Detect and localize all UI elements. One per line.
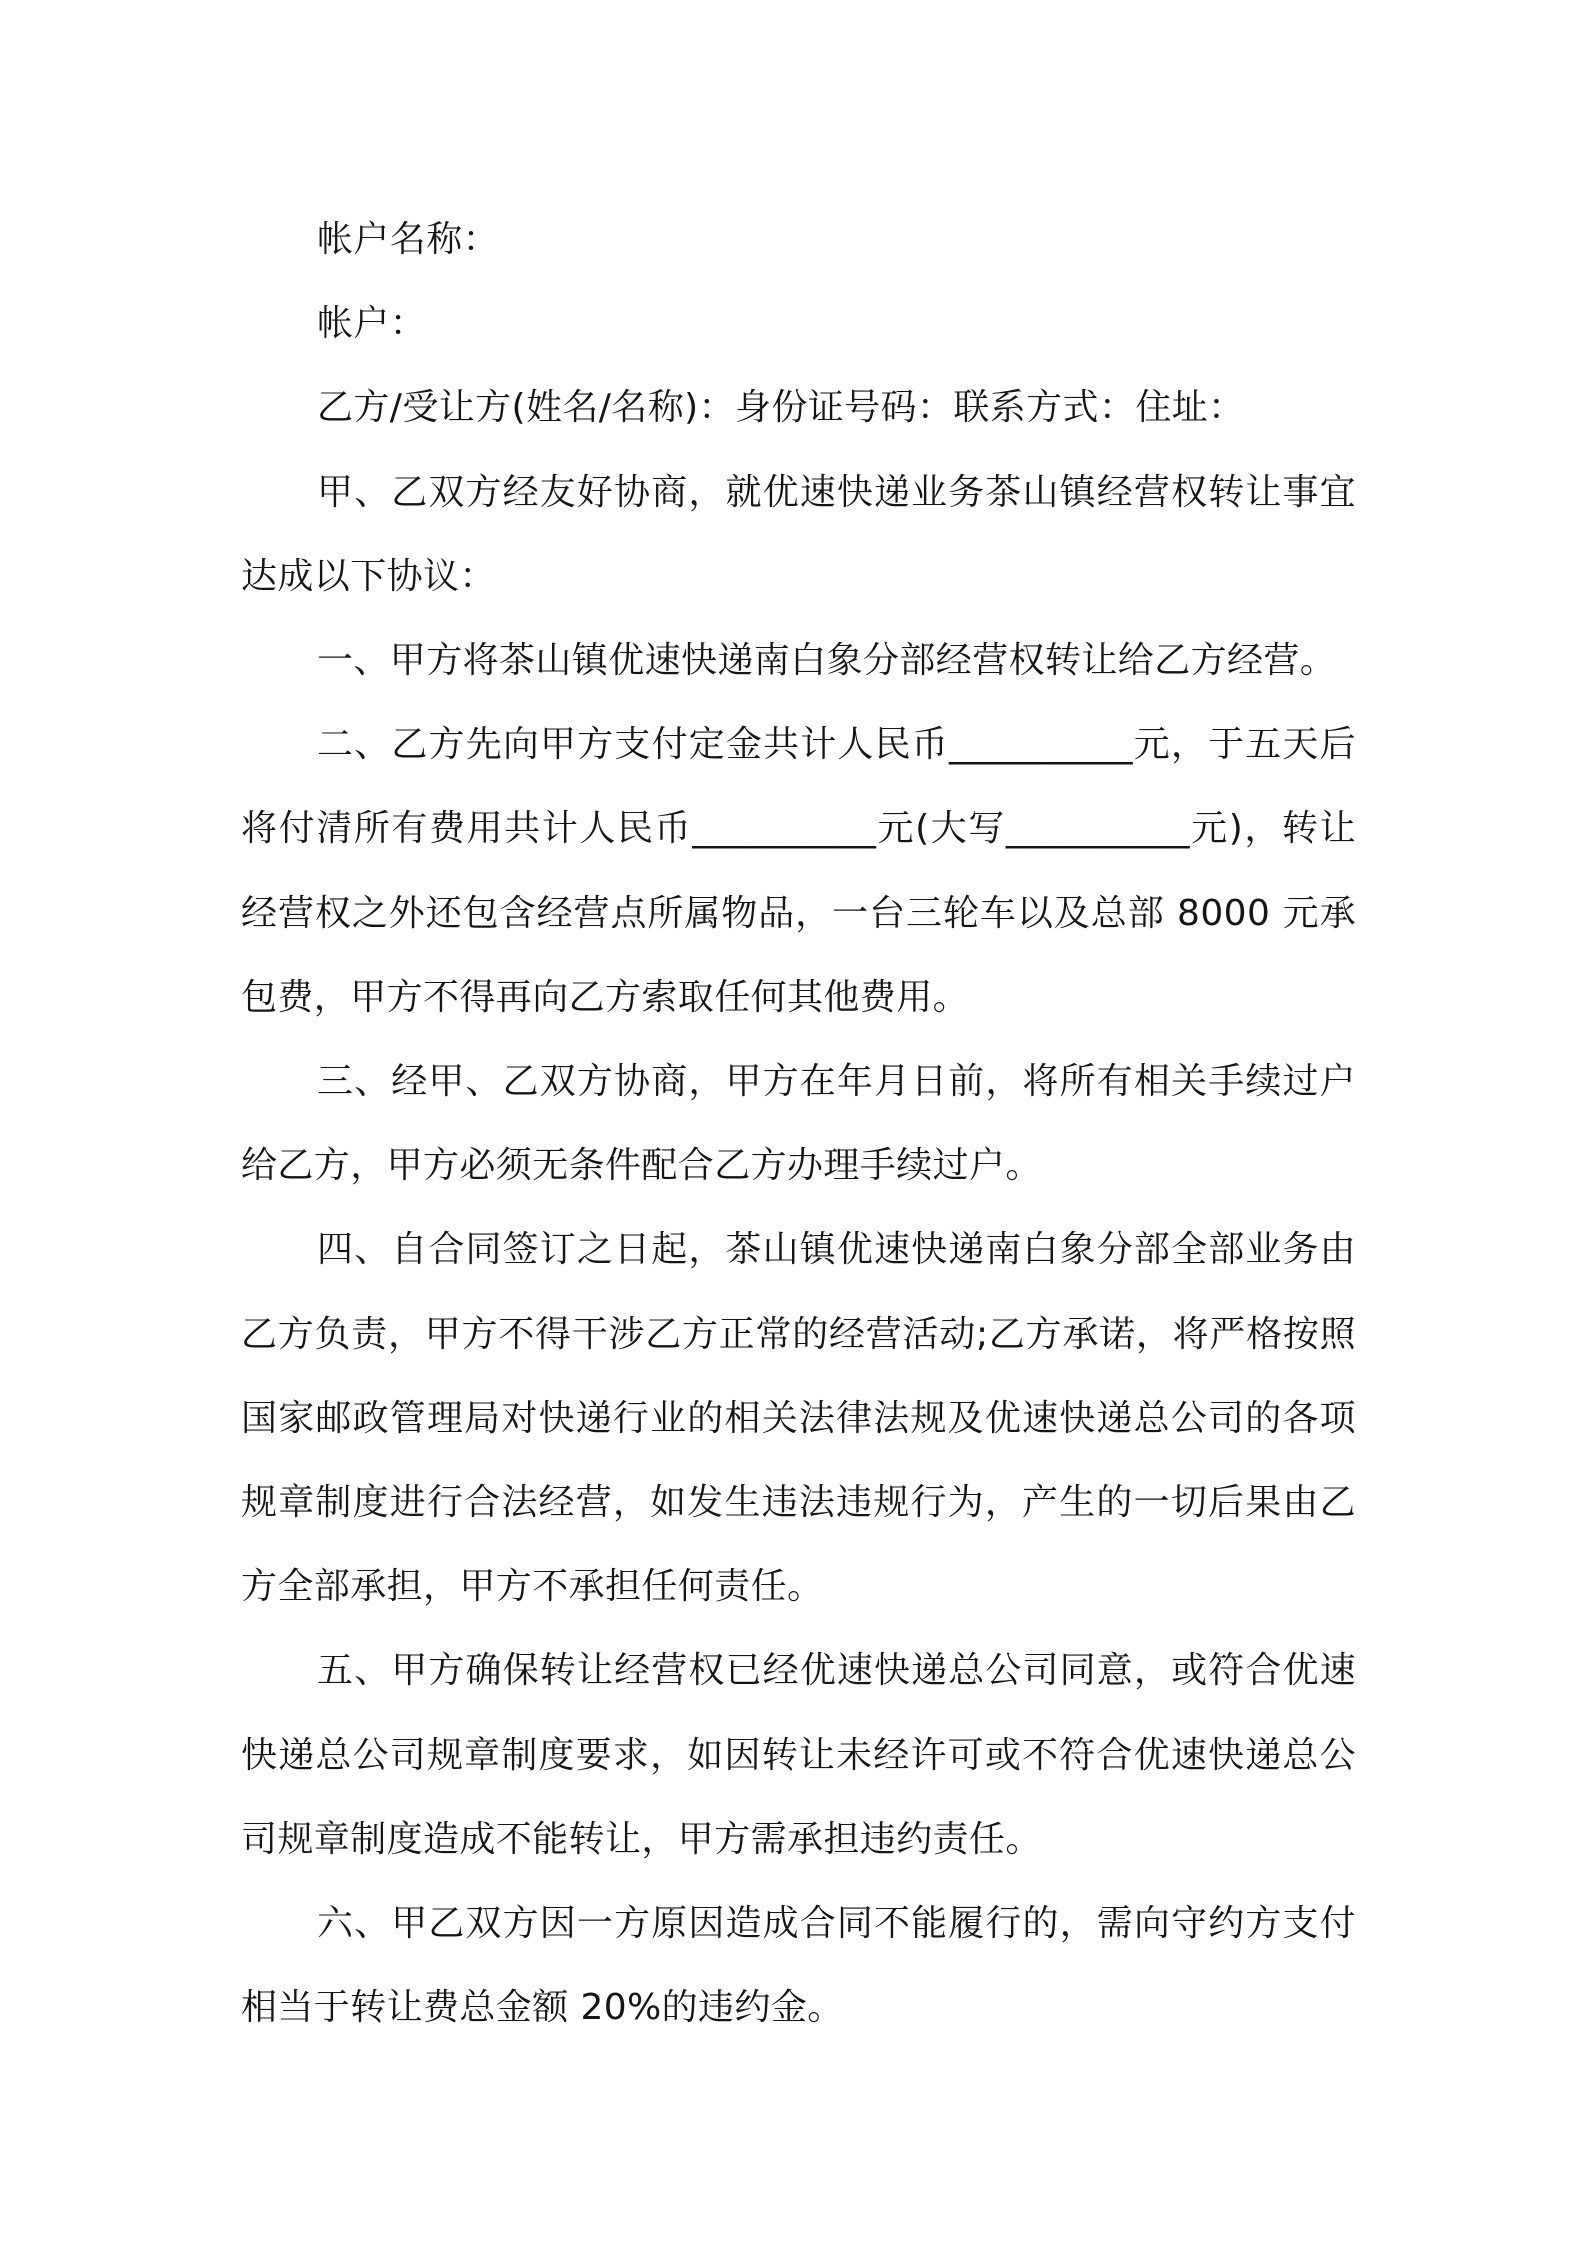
- agreement-intro-paragraph: 甲、乙双方经友好协商，就优速快递业务茶山镇经营权转让事宜达成以下协议：: [241, 471, 1356, 597]
- clause-5: 五、甲方确保转让经营权已经优速快递总公司同意，或符合优速快递总公司规章制度要求，如因转让未经许可或不符合优速快递总公司规章制度造成不能转让，甲方需承担违约责任。: [241, 1650, 1356, 1860]
- party-b-info-line: 乙方/受让方(姓名/名称)：身份证号码：联系方式：住址：: [317, 387, 1245, 429]
- account-name-line: 帐户名称：: [317, 219, 500, 260]
- clause-4: 四、自合同签订之日起，茶山镇优速快递南白象分部全部业务由乙方负责，甲方不得干涉乙方正常的经营活动;乙方承诺，将严格按照国家邮政管理局对快递行业的相关法律法规及优速快递总公司的各项规章制度进行合法经营，如发生违法违规行为，产生的一切后果由乙方全部承担，甲方不承担任何责任。: [241, 1229, 1356, 1608]
- account-line: 帐户：: [317, 303, 427, 345]
- clause-1: 一、甲方将茶山镇优速快递南白象分部经营权转让给乙方经营。: [317, 640, 1337, 682]
- document-body: [241, 198, 1356, 2050]
- clause-3: 三、经甲、乙双方协商，甲方在年月日前，将所有相关手续过户给乙方，甲方必须无条件配合乙方办理手续过户。: [241, 1061, 1356, 1187]
- clause-6: 六、甲乙双方因一方原因造成合同不能履行的，需向守约方支付相当于转让费总金额 20%的违约金。: [241, 1903, 1356, 2029]
- clause-2: 二、乙方先向甲方支付定金共计人民币__________元，于五天后将付清所有费用共计人民币__________元(大写__________元)，转让经营权之外还包含经营点所属物品，一台三轮车以及总部 8000 元承包费，甲方不得再向乙方索取任何其他费用。: [241, 724, 1356, 1018]
